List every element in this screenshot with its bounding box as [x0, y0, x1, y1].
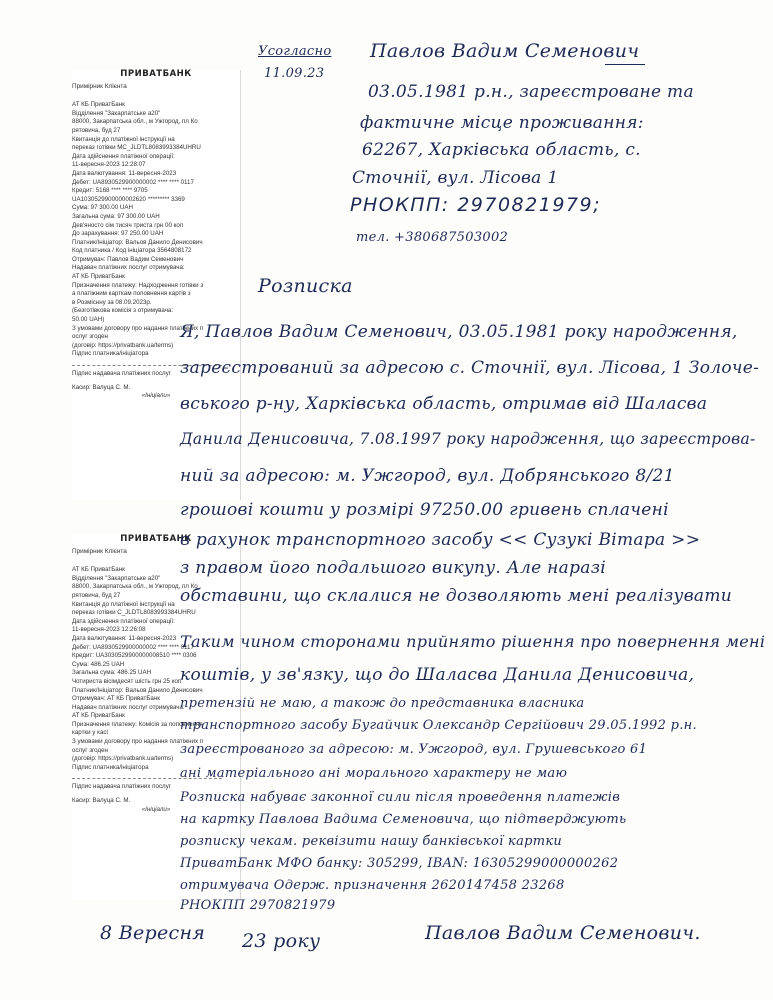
author-name: Павлов Вадим Семенович	[370, 40, 640, 62]
receipt-line: Призначення платежу: Надходження готівки з	[72, 281, 204, 289]
document-title: Розписка	[258, 275, 353, 297]
signature-underline	[605, 64, 645, 65]
receipt-line: Сума: 486.25 UAH	[72, 660, 125, 668]
receipt-cashier: Касир: Валуца С. М.	[72, 797, 131, 805]
receipt-line: АТ КБ ПриватБанк	[72, 101, 125, 109]
body-line: Я, Павлов Вадим Семенович, 03.05.1981 року народження,	[180, 322, 738, 342]
body-line: ПриватБанк МФО банку: 305299, IBAN: 16305299000000262	[180, 856, 619, 871]
receipt-line: Загальна сума: 486.25 UAH	[72, 669, 152, 677]
receipt-line: рятовича, буд 27	[72, 126, 121, 134]
receipt-line: Чотириста вісімдесят шість грн 25 коп	[72, 677, 182, 685]
receipt-line: Платник/Ініціатор: Вальов Данило Денисович	[72, 238, 203, 246]
receipt-line: ослуг згоден	[72, 746, 108, 754]
receipt-body	[72, 101, 240, 359]
receipt-line: Платник/Ініціатор: Вальов Данило Денисович	[72, 686, 203, 694]
receipt-line: З умовами договору про надання платіжних п	[72, 738, 204, 746]
receipt-provider-signature: Підпис надавача платіжних послуг	[72, 783, 172, 791]
receipt-line: Дата валютування: 11-вересня-2023	[72, 169, 177, 177]
receipt-line: (договір: https://privatbank.ua/terms)	[72, 755, 174, 763]
body-line: розписку чекам. реквізити нашу банківської картки	[180, 834, 563, 849]
body-line: обставини, що склалися не дозволяють мені реалізувати	[180, 586, 732, 606]
receipt-line: АТ КБ ПриватБанк	[72, 566, 125, 574]
body-line: транспортного засобу Бугайчик Олександр Сергійович 29.05.1992 р.н.	[180, 718, 697, 733]
body-line: РНОКПП 2970821979	[180, 898, 336, 913]
receipt-copy-label: Примірник Клієнта	[72, 547, 127, 555]
receipt-bank-name: ПРИВАТБАНК	[120, 69, 192, 79]
body-line: претензій не маю, а також до представника власника	[180, 696, 585, 711]
receipt-line: Дата здійснення платіжної операції:	[72, 152, 175, 160]
receipt-copy-label: Примірник Клієнта	[72, 82, 127, 90]
receipt-line: Дев'яносто сім тисяч триста грн 00 коп	[72, 221, 184, 229]
receipt-line: Відділення "Закарпатське а20"	[72, 109, 161, 117]
body-line: в рахунок транспортного засобу << Сузукі Вітара >>	[180, 530, 701, 550]
receipt-line: З умовами договору про надання платіжних п	[72, 324, 204, 332]
receipt-line: Дата валютування: 11-вересня-2023	[72, 634, 177, 642]
address-line: 62267, Харківська область, с.	[362, 140, 641, 160]
receipt-line: Відділення "Закарпатське а20"	[72, 574, 161, 582]
certification-note: Усогласно	[258, 44, 332, 59]
receipt-line: в Розміснну за 08.09.2023р.	[72, 298, 152, 306]
receipt-line: Дата здійснення платіжної операції:	[72, 617, 175, 625]
receipt-line: Дебет: UA8930529900000002 **** **** 0117	[72, 178, 194, 186]
receipt-line: а платіжним карткам поповнення картів з	[72, 290, 191, 298]
receipt-line: 11-вересня-2023 12:26:08	[72, 626, 146, 634]
body-line: Розписка набуває законної сили після проведення платежів	[180, 790, 621, 805]
body-line: ний за адресою: м. Ужгород, вул. Добрянського 8/21	[180, 466, 675, 486]
receipt-cashier: Касир: Валуца С. М.	[72, 383, 131, 391]
receipt-line: Кредит: 5168 **** **** 9705	[72, 187, 148, 195]
author-birth-address: 03.05.1981 р.н., зареєстроване та	[368, 82, 694, 102]
receipt-line: Загальна сума: 97 300.00 UAH	[72, 212, 160, 220]
receipt-line: До зарахування: 97 250.00 UAH	[72, 230, 164, 238]
receipt-line: Надавач платіжних послуг отримувача:	[72, 264, 185, 272]
body-line: Таким чином сторонами прийнято рішення про повернення мені	[180, 632, 766, 651]
body-line: грошові кошти у розмірі 97250.00 гривень сплачені	[180, 500, 669, 520]
receipt-stamp: «Ініціали»	[141, 805, 171, 813]
receipt-line: переказ готівки MC_JLDTL8083993384UHRU	[72, 144, 201, 152]
body-line: зареєстрований за адресою с. Сточнії, вул. Лісова, 1 Золоче-	[180, 358, 760, 378]
receipt-line: ослуг згоден	[72, 333, 108, 341]
body-line: отримувача Одерж. призначення 2620147458 23268	[180, 878, 565, 893]
receipt-provider-signature: Підпис надавача платіжних послуг	[72, 370, 172, 377]
receipt-line: Код платника / Код ініціатора 3564808172	[72, 247, 192, 255]
receipt-line: UA1030529900000002620 ********* 3369	[72, 195, 185, 203]
receipt-line: (Безготівкова комісія з отримувача:	[72, 307, 174, 315]
receipt-line: Квитанція до платіжної інструкції на	[72, 135, 175, 143]
signature-date: 8 Вересня	[100, 922, 206, 944]
receipt-line: Надавач платіжних послуг отримувача:	[72, 703, 185, 711]
receipt-bank-name: ПРИВАТБАНК	[120, 534, 192, 544]
receipt-line: переказ готівки C_JLDTL8083993384UHRU	[72, 609, 196, 617]
receipt-line: Отримувач: Павлов Вадим Семенович	[72, 255, 184, 263]
receipt-line: (договір: https://privatbank.ua/terms)	[72, 341, 174, 349]
receipt-line: АТ КБ ПриватБанк	[72, 712, 125, 720]
address-line: фактичне місце проживання:	[360, 113, 644, 133]
body-line: ані матеріального ані морального характеру не маю	[180, 766, 568, 781]
phone-number: тел. +380687503002	[356, 230, 509, 245]
signature-name: Павлов Вадим Семенович.	[425, 922, 701, 944]
receipt-stamp: «Ініціали»	[141, 392, 171, 400]
receipt-line: Призначення платежу: Комісія за поповнення	[72, 720, 203, 728]
receipt-line: Кредит: UA3030529900000008510 **** 0306	[72, 652, 197, 660]
receipt-line: 88000, Закарпатська обл., м Ужгород, пл Ко	[72, 118, 198, 126]
receipt-line: 50.00 UAH)	[72, 316, 105, 324]
address-line: Сточнії, вул. Лісова 1	[352, 168, 559, 188]
body-line: з правом його подальшого викупу. Але наразі	[180, 558, 607, 578]
signature-year: 23 року	[242, 930, 321, 952]
receipt-line: Сума: 97 300.00 UAH	[72, 204, 133, 212]
receipt-line: рятовича, буд 27	[72, 591, 121, 599]
receipt-line: Підпис платника/ініціатора	[72, 763, 149, 771]
receipt-line: Отримувач: АТ КБ ПриватБанк	[72, 695, 160, 703]
receipt-line: 11-вересня-2023 12:28:07	[72, 161, 146, 169]
body-line: коштів, у зв'язку, що до Шаласва Данила Денисовича,	[180, 665, 695, 685]
receipt-line: Підпис платника/ініціатора	[72, 350, 149, 358]
certification-date: 11.09.23	[264, 66, 325, 81]
receipt-line: Дебет: UA8930529900000002 **** **** 0117	[72, 643, 194, 651]
tax-id: РНОКПП: 2970821979;	[350, 194, 601, 216]
receipt-line: 88000, Закарпатська обл., м Ужгород, пл Ко	[72, 583, 198, 591]
receipt-line: картки у касі	[72, 729, 108, 737]
body-line: зареєстрованого за адресою: м. Ужгород, вул. Грушевського 61	[180, 742, 648, 757]
body-line: Данила Денисовича, 7.08.1997 року народження, що зареєстрова-	[180, 430, 756, 448]
body-line: вського р-ну, Харківська область, отримав від Шаласва	[180, 394, 708, 414]
body-line: на картку Павлова Вадима Семеновича, що підтверджують	[180, 812, 627, 827]
receipt-line: АТ КБ ПриватБанк	[72, 273, 125, 281]
receipt-line: Квитанція до платіжної інструкції на	[72, 600, 175, 608]
